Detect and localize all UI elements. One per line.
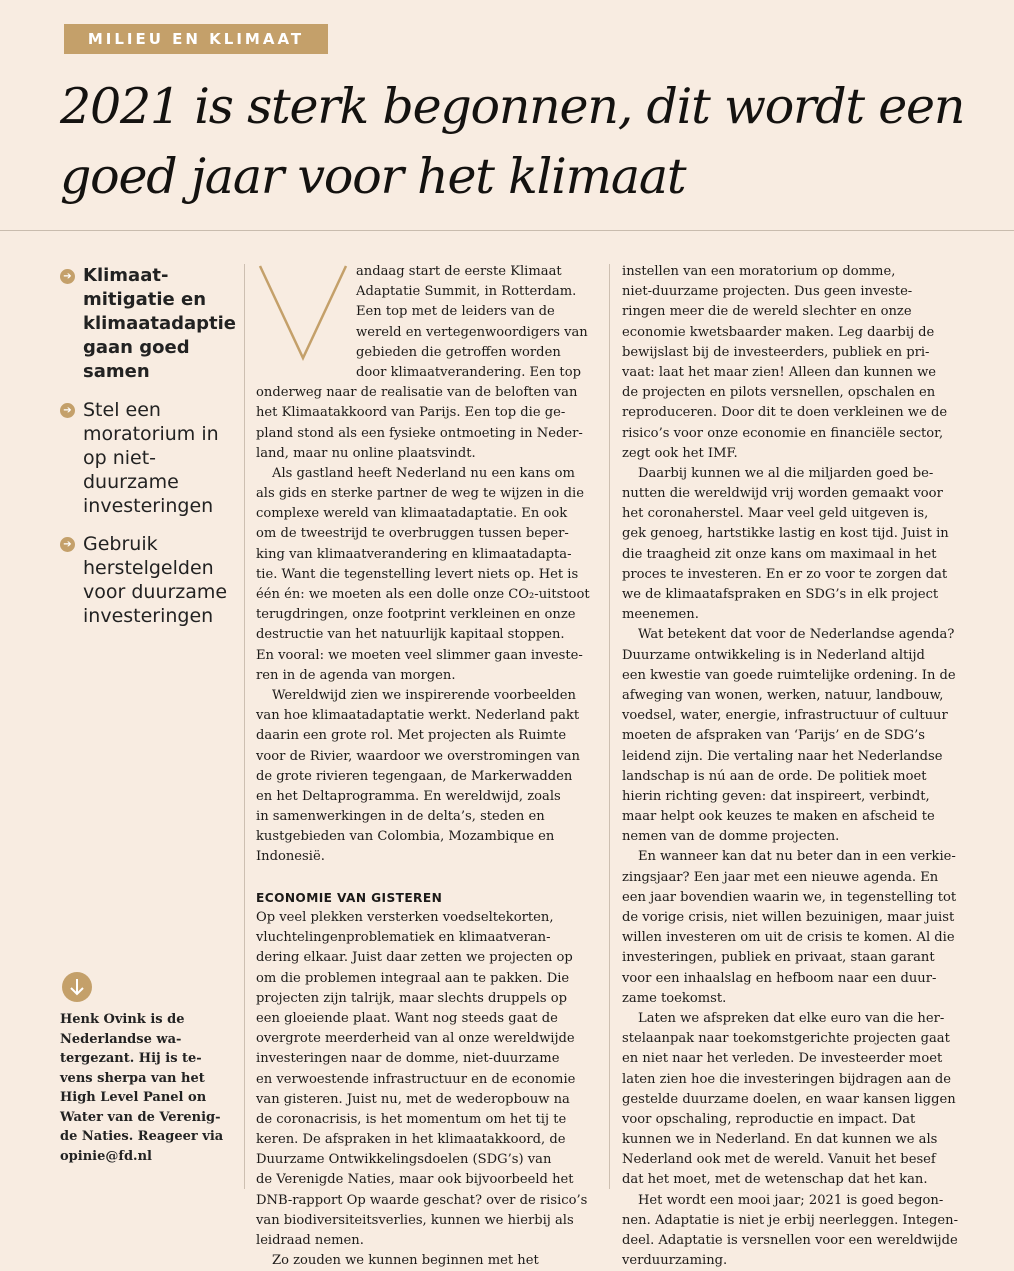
article-line: één én: we moeten als een dolle onze CO₂-uitstoot [256, 587, 590, 602]
article-line: het coronaherstel. Maar veel geld uitgeven is, [622, 506, 929, 522]
subheading: ECONOMIE VAN GISTEREN [256, 890, 443, 905]
article-line: Zo zouden we kunnen beginnen met het [272, 1253, 539, 1269]
article-line: nen. Adaptatie is niet je erbij neerleggen. Integen- [622, 1212, 959, 1228]
article-line: nemen van de domme projecten. [622, 829, 840, 845]
article-column-1 [256, 262, 596, 1271]
article-line: en het Deltaprogramma. En wereldwijd, zoals [256, 788, 561, 804]
article-line: risico’s voor onze economie en financiële sector, [622, 425, 944, 441]
key-points [60, 264, 237, 642]
article-line: Het wordt een mooi jaar; 2021 is goed begon- [638, 1192, 944, 1208]
article-line: voor een inhaalslag en hefboom naar een duur- [622, 970, 937, 986]
article-line: willen investeren om uit de crisis te komen. Al die [622, 930, 955, 946]
article-line: pland stond als een fysieke ontmoeting in Neder- [256, 425, 583, 441]
article-line: terugdringen, onze footprint verkleinen en onze [256, 607, 576, 623]
author-bio: Henk Ovink is de Nederlandse wa- tergezant. Hij is te- vens sherpa van het High Level Panel on Water van de Verenig- de Naties. Reageer via opinie@fd.nl [60, 1012, 224, 1164]
article-line: meenemen. [622, 607, 699, 623]
article-line: en verwoestende infrastructuur en de economie [256, 1071, 576, 1087]
article-line: ringen meer die de wereld slechter en onze [622, 304, 912, 320]
article-line: Adaptatie Summit, in Rotterdam. [356, 284, 577, 300]
article-line: moeten de afspraken van ‘Parijs’ en de SDG’s [622, 728, 926, 744]
key-point [60, 398, 230, 518]
article-line: voor de Rivier, waardoor we overstromingen van [256, 748, 580, 764]
article-line: kustgebieden van Colombia, Mozambique en [256, 829, 555, 845]
article-line: Duurzame ontwikkeling is in Nederland altijd [622, 647, 925, 663]
article-line: vaat: laat het maar zien! Alleen dan kunnen we [622, 364, 937, 380]
key-point-text: Klimaat- mitigatie en klimaatadaptie gaan goed samen [83, 265, 237, 382]
article-line: leidend zijn. Die vertaling naar het Nederlandse [622, 748, 943, 764]
article-line: proces te investeren. En er zo voor te zorgen dat [622, 566, 948, 582]
article-line: verduurzaming. [622, 1253, 728, 1269]
article-line: tie. Want die tegenstelling levert niets op. Het is [256, 566, 579, 582]
article-line: voor opschaling, reproductie en impact. Dat [622, 1111, 916, 1127]
article-line: gebieden die getroffen worden [356, 344, 561, 360]
article-line: andaag start de eerste Klimaat [356, 264, 562, 279]
article-line: een jaar bovendien waarin we, in tegenstelling tot [622, 889, 957, 905]
article-line: Een top met de leiders van de [356, 304, 555, 320]
arrow-down-icon [62, 972, 92, 1002]
article-line: laten zien hoe die investeringen bijdragen aan de [622, 1071, 951, 1087]
article-line: zegt ook het IMF. [622, 445, 738, 461]
column-divider [609, 264, 610, 1189]
article-line: En vooral: we moeten veel slimmer gaan investe- [256, 647, 583, 663]
arrow-right-icon: ➔ [60, 269, 75, 284]
article-line: de Verenigde Naties, maar ook bijvoorbeeld het [256, 1172, 574, 1188]
article-line: instellen van een moratorium op domme, [622, 264, 896, 279]
key-point-text: Gebruik herstelgelden voor duurzame investeringen [83, 533, 228, 627]
article-line: van gisteren. Juist nu, met de wederopbouw na [256, 1091, 570, 1107]
article-line: overgrote meerderheid van al onze wereldwijde [256, 1031, 575, 1047]
article-line: afweging van wonen, werken, natuur, landbouw, [622, 687, 944, 703]
article-line: gestelde duurzame doelen, en waar kansen liggen [622, 1091, 956, 1107]
article-line: stelaanpak naar toekomstgerichte projecten gaat [622, 1031, 950, 1047]
article-line: Indonesië. [256, 849, 325, 865]
article-line: kunnen we in Nederland. En dat kunnen we als [622, 1132, 938, 1148]
article-line: door klimaatverandering. Een top [356, 364, 581, 380]
article-line: zame toekomst. [622, 990, 727, 1006]
key-point [60, 264, 237, 384]
article-line: om die problemen integraal aan te pakken. Die [256, 970, 570, 986]
headline: 2021 is sterk begonnen, dit wordt een goed jaar voor het klimaat [60, 78, 965, 205]
article-line: voedsel, water, energie, infrastructuur of cultuur [622, 708, 948, 724]
svg-text:V: V [256, 262, 257, 263]
article-line: landschap is nú aan de orde. De politiek moet [622, 768, 927, 784]
article-line: van biodiversiteitsverlies, kunnen we hierbij als [256, 1212, 574, 1228]
article-line: En wanneer kan dat nu beter dan in een verkie- [638, 849, 956, 865]
article-line: land, maar nu online plaatsvindt. [256, 445, 476, 461]
article-line: om de tweestrijd te overbruggen tussen beper- [256, 526, 569, 542]
article-line: zingsjaar? Een jaar met een nieuwe agenda. En [622, 869, 939, 885]
article-line: niet-duurzame projecten. Dus geen investe- [622, 284, 913, 300]
article-line: een gloeiende plaat. Want nog steeds gaat de [256, 1010, 558, 1026]
article-line: die traagheid zit onze kans om maximaal in het [622, 546, 937, 562]
article-line: de projecten en pilots versnellen, opschalen en [622, 385, 936, 401]
article-line: in samenwerkingen in de delta’s, steden en [256, 809, 545, 825]
article-line: onderweg naar de realisatie van de beloften van [256, 385, 578, 401]
article-line: complexe wereld van klimaatadaptatie. En ook [256, 506, 568, 522]
article-line: investeringen, publiek en privaat, staan garant [622, 950, 935, 966]
article-line: deel. Adaptatie is versnellen voor een wereldwijde [622, 1233, 958, 1248]
article-line: Laten we afspreken dat elke euro van die her- [638, 1010, 945, 1026]
article-line: we de klimaatafspraken en SDG’s in elk project [622, 587, 939, 602]
article-line: leidraad nemen. [256, 1233, 364, 1248]
article-line: de grote rivieren tegengaan, de Markerwadden [256, 768, 573, 784]
article-line: king van klimaatverandering en klimaatadapta- [256, 546, 572, 562]
article-line: het Klimaatakkoord van Parijs. Een top die ge- [256, 405, 566, 421]
article-line: Duurzame Ontwikkelingsdoelen (SDG’s) van [256, 1152, 552, 1168]
article-line: dat het moet, met de wetenschap dat het kan. [622, 1172, 928, 1188]
section-tag: MILIEU EN KLIMAAT [64, 24, 328, 54]
article-line: ren in de agenda van morgen. [256, 667, 456, 683]
arrow-right-icon: ➔ [60, 537, 75, 552]
article-line: DNB-rapport Op waarde geschat? over de risico’s [256, 1192, 588, 1208]
column-divider [244, 264, 245, 1189]
article-column-2 [622, 262, 977, 1271]
article-line: destructie van het natuurlijk kapitaal stoppen. [256, 627, 565, 643]
article-line: vluchtelingenproblematiek en klimaatveran- [256, 930, 551, 946]
article-line: reproduceren. Door dit te doen verkleinen we de [622, 405, 948, 421]
article-line: Wat betekent dat voor de Nederlandse agenda? [638, 627, 955, 643]
article-line: de vorige crisis, niet willen bezuinigen, maar juist [622, 910, 955, 925]
article-line: Als gastland heeft Nederland nu een kans om [272, 465, 575, 481]
article-line: Op veel plekken versterken voedseltekorten, [256, 910, 554, 925]
article-line: economie kwetsbaarder maken. Leg daarbij de [622, 324, 935, 340]
arrow-right-icon: ➔ [60, 403, 75, 418]
article-line: bewijslast bij de investeerders, publiek en pri- [622, 344, 930, 360]
article-line: wereld en vertegenwoordigers van [356, 324, 588, 340]
header-rule [0, 230, 1014, 231]
article-line: daarin een grote rol. Met projecten als Ruimte [256, 728, 567, 744]
article-line: een kwestie van goede ruimtelijke ordening. In de [622, 667, 956, 683]
article-line: gek genoeg, hartstikke lastig en kost tijd. Juist in [622, 526, 949, 542]
article-line: Wereldwijd zien we inspirerende voorbeelden [272, 687, 576, 703]
article-line: dering elkaar. Juist daar zetten we projecten op [256, 950, 573, 966]
article-line: maar helpt ook keuzes te maken en afscheid te [622, 809, 935, 825]
article-line: van hoe klimaatadaptatie werkt. Nederland pakt [256, 708, 580, 724]
key-point-text: Stel een moratorium in op niet- duurzame investeringen [83, 399, 219, 517]
article-line [256, 868, 596, 888]
article-line: de coronacrisis, is het momentum om het tij te [256, 1111, 567, 1127]
article-line: keren. De afspraken in het klimaatakkoord, de [256, 1132, 566, 1148]
article-line: investeringen naar de domme, niet-duurzame [256, 1051, 560, 1067]
article-line: en niet naar het verleden. De investeerder moet [622, 1051, 943, 1067]
article-line: Nederland ook met de wereld. Vanuit het besef [622, 1152, 936, 1168]
article-line: als gids en sterke partner de weg te wijzen in die [256, 486, 584, 502]
article-line: Daarbij kunnen we al die miljarden goed be- [638, 465, 934, 481]
article-line: hierin richting geven: dat inspireert, verbindt, [622, 788, 930, 804]
key-point [60, 532, 230, 628]
article-line: projecten zijn talrijk, maar slechts druppels op [256, 990, 567, 1006]
article-line: nutten die wereldwijd vrij worden gemaakt voor [622, 486, 943, 502]
